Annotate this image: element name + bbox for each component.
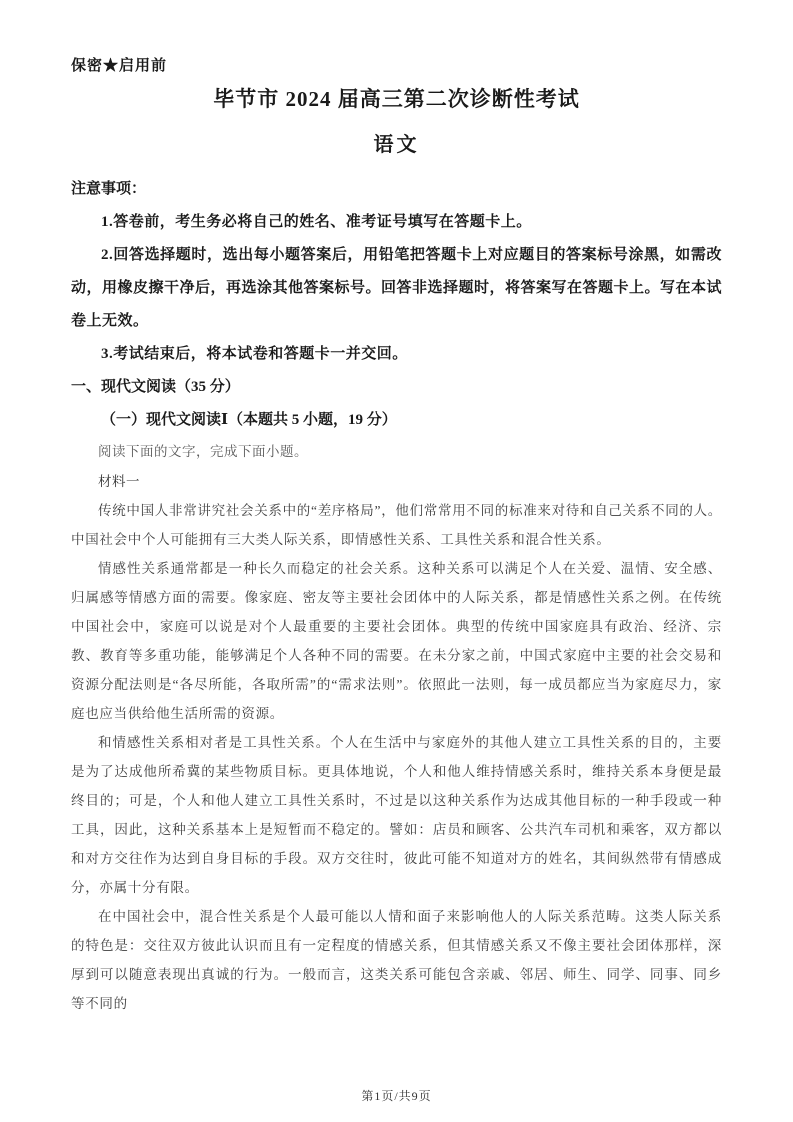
material-paragraph-4: 在中国社会中，混合性关系是个人最可能以人情和面子来影响他人的人际关系范畴。这类人际关系的特色是：交往双方彼此认识而且有一定程度的情感关系，但其情感关系又不像主要社会团体那样，深厚到可以随意表现出真诚的行为。一般而言，这类关系可能包含亲戚、邻居、师生、同学、同事、同乡等不同的 <box>71 909 722 1011</box>
page-number-indicator: 第1页/共9页 <box>361 1089 432 1103</box>
exam-subject: 语文 <box>373 134 420 156</box>
exam-title: 毕节市 2024 届高三第二次诊断性考试 <box>213 87 580 111</box>
notice-item-3: 3.考试结束后，将本试卷和答题卡一并交回。 <box>101 346 408 362</box>
section-heading-modern-reading: 一、现代文阅读（35 分） <box>71 379 240 395</box>
material-paragraph-3: 和情感性关系相对者是工具性关系。个人在生活中与家庭外的其他人建立工具性关系的目的，主要是为了达成他所希冀的某些物质目标。更具体地说，个人和他人维持情感关系时，维持关系本身便是最终目的；可是，个人和他人建立工具性关系时，不过是以这种关系作为达成其他目标的一种手段或一种工具，因此，这种关系基本上是短暂而不稳定的。譬如：店员和顾客、公共汽车司机和乘客，双方都以和对方交往作为达到自身目标的手段。双方交往时，彼此可能不知道对方的姓名，其间纵然带有情感成分，亦属十分有限。 <box>71 735 722 895</box>
notice-item-1: 1.答卷前，考生务必将自己的姓名、准考证号填写在答题卡上。 <box>101 214 532 230</box>
material-paragraph-2: 情感性关系通常都是一种长久而稳定的社会关系。这种关系可以满足个人在关爱、温情、安全感、归属感等情感方面的需要。像家庭、密友等主要社会团体中的人际关系，都是情感性关系之例。在传统中国社会中，家庭可以说是对个人最重要的主要社会团体。典型的传统中国家庭具有政治、经济、宗教、教育等多重功能，能够满足个人各种不同的需要。在未分家之前，中国式家庭中主要的社会交易和资源分配法则是“各尽所能，各取所需”的“需求法则”。依照此一法则，每一成员都应当为家庭尽力，家庭也应当供给他生活所需的资源。 <box>71 561 722 721</box>
classification-label: 保密★启用前 <box>71 58 168 74</box>
material-paragraph-1: 传统中国人非常讲究社会关系中的“差序格局”，他们常常用不同的标准来对待和自己关系不同的人。中国社会中个人可能拥有三大类人际关系，即情感性关系、工具性关系和混合性关系。 <box>71 503 722 547</box>
subsection-heading-reading-one: （一）现代文阅读Ⅰ（本题共 5 小题，19 分） <box>101 412 397 428</box>
notice-item-2: 2.回答选择题时，选出每小题答案后，用铅笔把答题卡上对应题目的答案标号涂黑，如需改动，用橡皮擦干净后，再选涂其他答案标号。回答非选择题时，将答案写在答题卡上。写在本试卷上无效。 <box>71 247 723 329</box>
material-one-label: 材料一 <box>98 474 140 489</box>
reading-prompt: 阅读下面的文字，完成下面小题。 <box>98 444 308 459</box>
notice-heading: 注意事项： <box>71 181 147 197</box>
